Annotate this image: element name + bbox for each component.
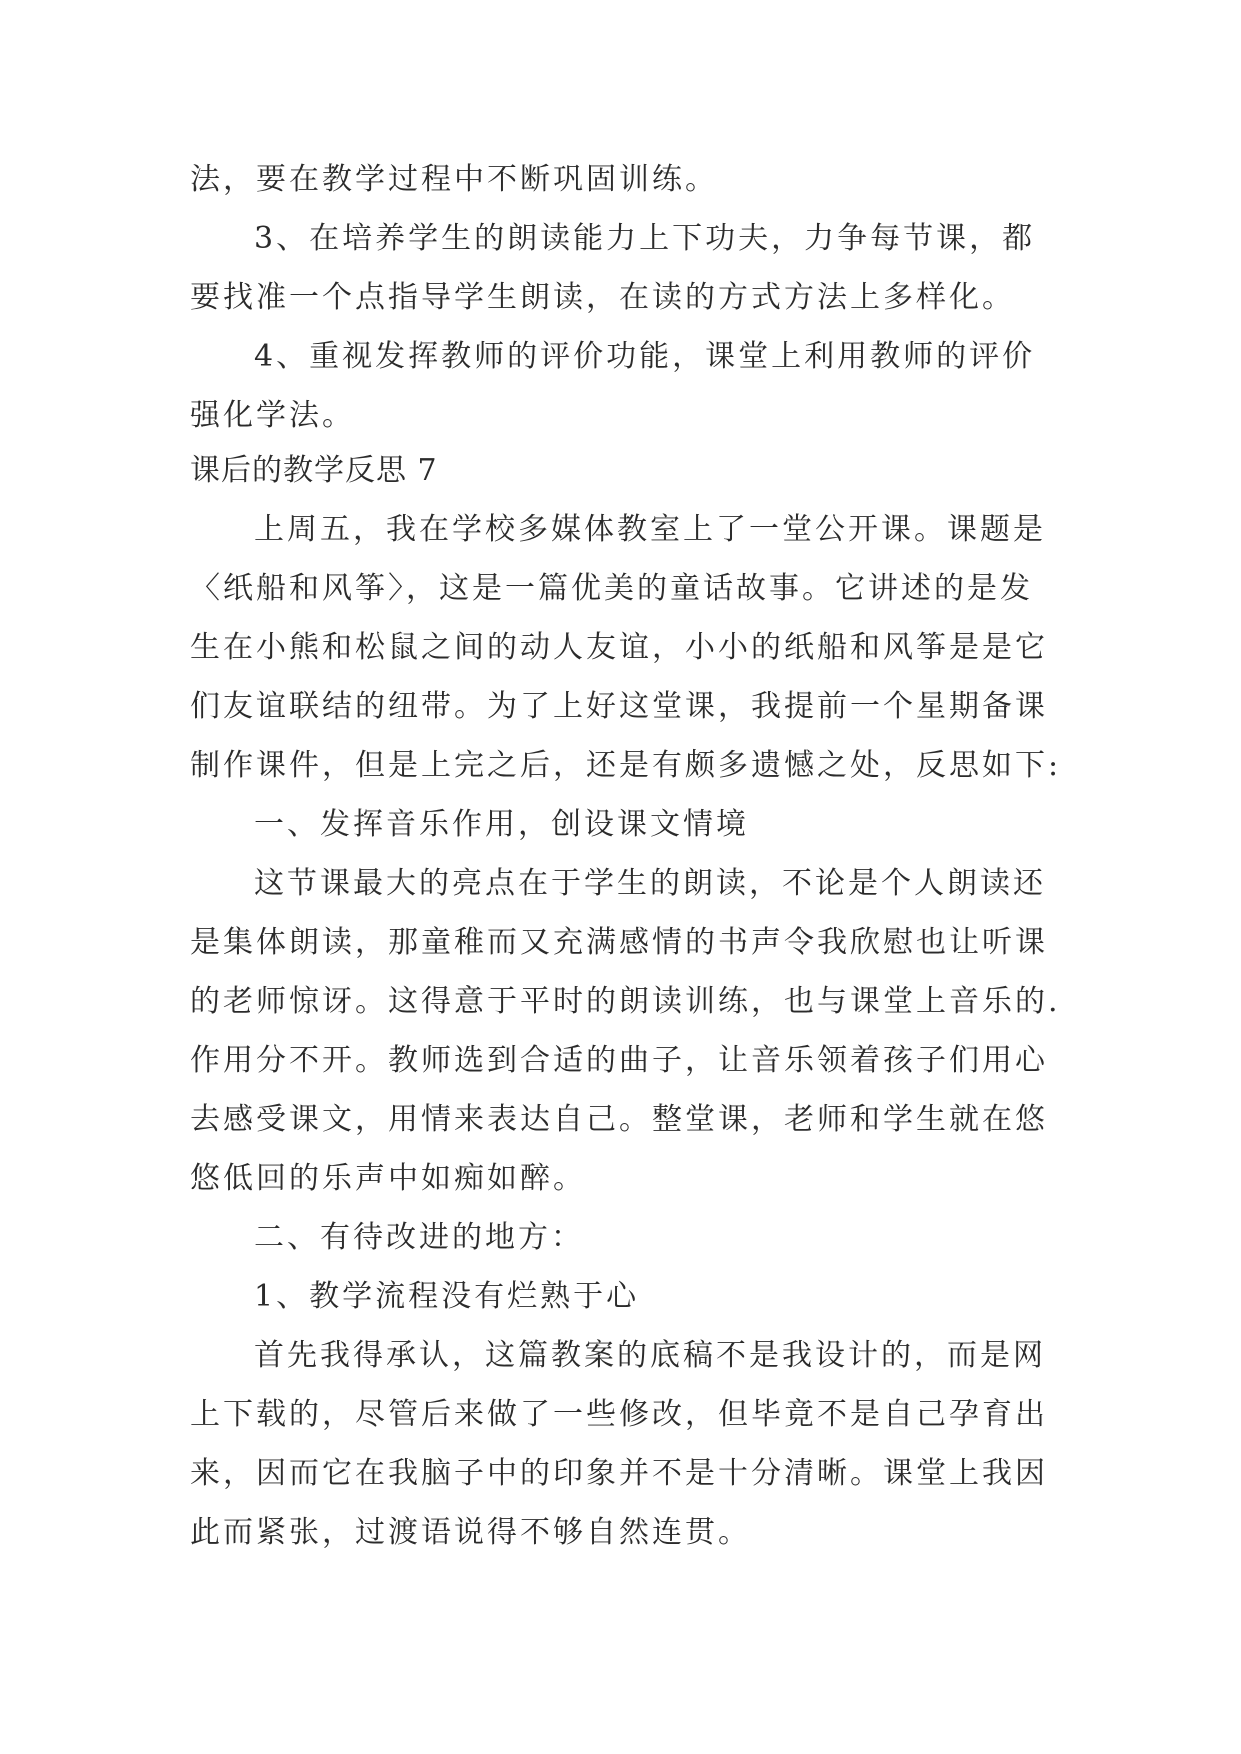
list-item-4: 4、重视发挥教师的评价功能，课堂上利用教师的评价 xyxy=(254,339,1036,374)
body-text-line: 来，因而它在我脑子中的印象并不是十分清晰。课堂上我因 xyxy=(190,1456,1048,1491)
paragraph-first-line: 这节课最大的亮点在于学生的朗读，不论是个人朗读还 xyxy=(254,866,1046,901)
body-text-line: 去感受课文，用情来表达自己。整堂课，老师和学生就在悠 xyxy=(190,1102,1048,1137)
list-item-3: 3、在培养学生的朗读能力上下功夫，力争每节课，都 xyxy=(254,221,1036,256)
body-text-line: 们友谊联结的纽带。为了上好这堂课，我提前一个星期备课 xyxy=(190,689,1048,724)
body-text-line: 〈纸船和风筝〉，这是一篇优美的童话故事。它讲述的是发 xyxy=(190,571,1033,606)
subheading-one: 一、发挥音乐作用，创设课文情境 xyxy=(254,807,749,842)
subheading-two: 二、有待改进的地方： xyxy=(254,1220,584,1255)
paragraph-first-line: 上周五，我在学校多媒体教室上了一堂公开课。课题是 xyxy=(254,512,1046,547)
body-text-line: 制作课件，但是上完之后，还是有颇多遗憾之处，反思如下: xyxy=(190,748,1062,783)
body-text-line: 作用分不开。教师选到合适的曲子，让音乐领着孩子们用心 xyxy=(190,1043,1048,1078)
body-text-line: 的老师惊讶。这得意于平时的朗读训练，也与课堂上音乐的. xyxy=(190,984,1061,1019)
list-item-1: 1、教学流程没有烂熟于心 xyxy=(254,1279,640,1314)
body-text-line: 法，要在教学过程中不断巩固训练。 xyxy=(190,162,718,197)
body-text-line: 上下载的，尽管后来做了一些修改，但毕竟不是自己孕育出 xyxy=(190,1397,1048,1432)
body-text-line: 要找准一个点指导学生朗读，在读的方式方法上多样化。 xyxy=(190,280,1015,315)
body-text-line: 是集体朗读，那童稚而又充满感情的书声令我欣慰也让听课 xyxy=(190,925,1048,960)
body-text-line: 强化学法。 xyxy=(190,398,355,433)
section-heading: 课后的教学反思 7 xyxy=(190,453,438,488)
body-text-line: 悠低回的乐声中如痴如醉。 xyxy=(190,1161,586,1196)
body-text-line: 此而紧张，过渡语说得不够自然连贯。 xyxy=(190,1515,751,1550)
paragraph-first-line: 首先我得承认，这篇教案的底稿不是我设计的，而是网 xyxy=(254,1338,1046,1373)
body-text-line: 生在小熊和松鼠之间的动人友谊，小小的纸船和风筝是是它 xyxy=(190,630,1048,665)
